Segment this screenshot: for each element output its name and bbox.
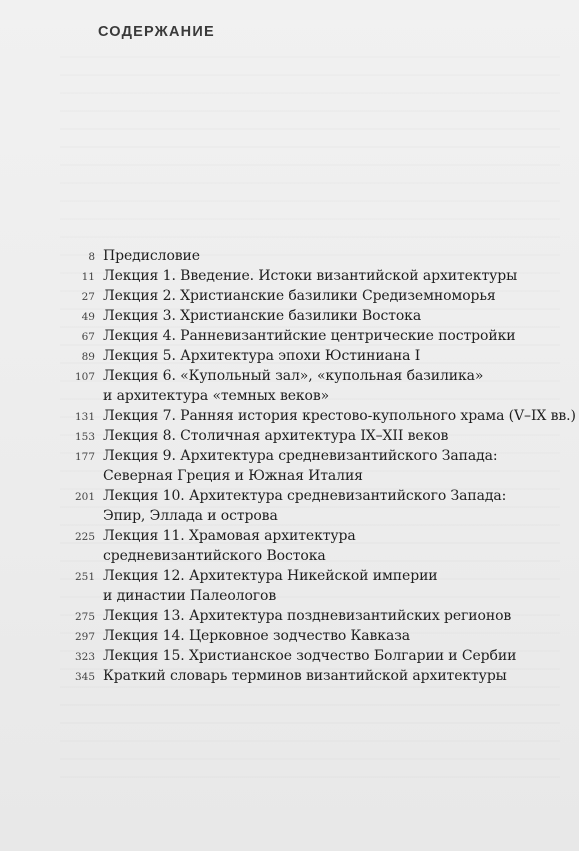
toc-entry xyxy=(0,426,579,446)
toc-entry xyxy=(0,266,579,286)
toc-entry xyxy=(0,626,579,646)
toc-entry-continuation xyxy=(0,506,579,526)
toc-entry xyxy=(0,406,579,426)
toc-page-number: 27 xyxy=(81,291,95,303)
toc-entry xyxy=(0,646,579,666)
toc-entry-title: и архитектура «темных веков» xyxy=(103,388,330,404)
toc-entry-title: и династии Палеологов xyxy=(103,588,277,604)
toc-page-number: 177 xyxy=(74,451,95,463)
toc-entry-continuation xyxy=(0,386,579,406)
toc-entry xyxy=(0,326,579,346)
toc-entry-title: Предисловие xyxy=(103,248,200,264)
toc-entry-title: Лекция 1. Введение. Истоки византийской архитектуры xyxy=(103,268,518,284)
toc-entry-title: Лекция 10. Архитектура средневизантийского Запада: xyxy=(103,488,507,504)
toc-page-number: 275 xyxy=(74,611,95,623)
toc-page-number: 251 xyxy=(74,571,95,583)
toc-page-number: 89 xyxy=(81,351,95,363)
toc-entry-title: Северная Греция и Южная Италия xyxy=(103,468,363,484)
toc-entry xyxy=(0,566,579,586)
toc-page-number: 153 xyxy=(74,431,95,443)
toc-entry xyxy=(0,606,579,626)
toc-entry-title: Лекция 9. Архитектура средневизантийского Запада: xyxy=(103,448,498,464)
toc-entry-title: Лекция 3. Христианские базилики Востока xyxy=(103,308,422,324)
toc-entry xyxy=(0,246,579,266)
toc-entry-title: Лекция 14. Церковное зодчество Кавказа xyxy=(103,628,410,644)
toc-entry-title: Лекция 5. Архитектура эпохи Юстиниана I xyxy=(103,348,421,364)
toc-page-number: 323 xyxy=(74,651,95,663)
toc-page-number: 201 xyxy=(74,491,95,503)
toc-entry-continuation xyxy=(0,586,579,606)
toc-page-number: 8 xyxy=(88,251,95,263)
toc-entry-continuation xyxy=(0,466,579,486)
toc-entry xyxy=(0,286,579,306)
toc-entry-title: Лекция 7. Ранняя история крестово-купольного храма (V–IX вв.) xyxy=(103,408,576,424)
toc-page-number: 297 xyxy=(74,631,95,643)
toc-page-number: 107 xyxy=(74,371,95,383)
toc-entry-title: Лекция 13. Архитектура поздневизантийских регионов xyxy=(103,608,512,624)
toc-page-number: 49 xyxy=(81,311,95,323)
toc-page-number: 131 xyxy=(74,411,95,423)
toc-entry-continuation xyxy=(0,546,579,566)
toc-page-number: 345 xyxy=(74,671,95,683)
toc-entry-title: средневизантийского Востока xyxy=(103,548,326,564)
toc-entry-title: Лекция 15. Христианское зодчество Болгарии и Сербии xyxy=(103,648,517,664)
toc-entry-title: Лекция 11. Храмовая архитектура xyxy=(103,528,356,544)
toc-page-number: 67 xyxy=(81,331,95,343)
toc-entry-title: Эпир, Эллада и острова xyxy=(103,508,278,524)
toc-entry-title: Лекция 8. Столичная архитектура IX–XII веков xyxy=(103,428,449,444)
toc-entry-title: Краткий словарь терминов византийской архитектуры xyxy=(103,668,507,684)
toc-entry-title: Лекция 6. «Купольный зал», «купольная базилика» xyxy=(103,368,484,384)
toc-entry-title: Лекция 12. Архитектура Никейской империи xyxy=(103,568,438,584)
toc-entry xyxy=(0,486,579,506)
toc-entry xyxy=(0,366,579,386)
page-title: СОДЕРЖАНИЕ xyxy=(98,24,215,40)
toc-entry xyxy=(0,526,579,546)
toc-entry-title: Лекция 2. Христианские базилики Средиземноморья xyxy=(103,288,496,304)
toc-entry xyxy=(0,666,579,686)
toc-entry-title: Лекция 4. Ранневизантийские центрические постройки xyxy=(103,328,516,344)
toc-entry xyxy=(0,346,579,366)
toc-entry xyxy=(0,306,579,326)
toc-page-number: 11 xyxy=(81,271,95,283)
toc-page-number: 225 xyxy=(74,531,95,543)
toc-entry xyxy=(0,446,579,466)
table-of-contents xyxy=(0,246,579,686)
